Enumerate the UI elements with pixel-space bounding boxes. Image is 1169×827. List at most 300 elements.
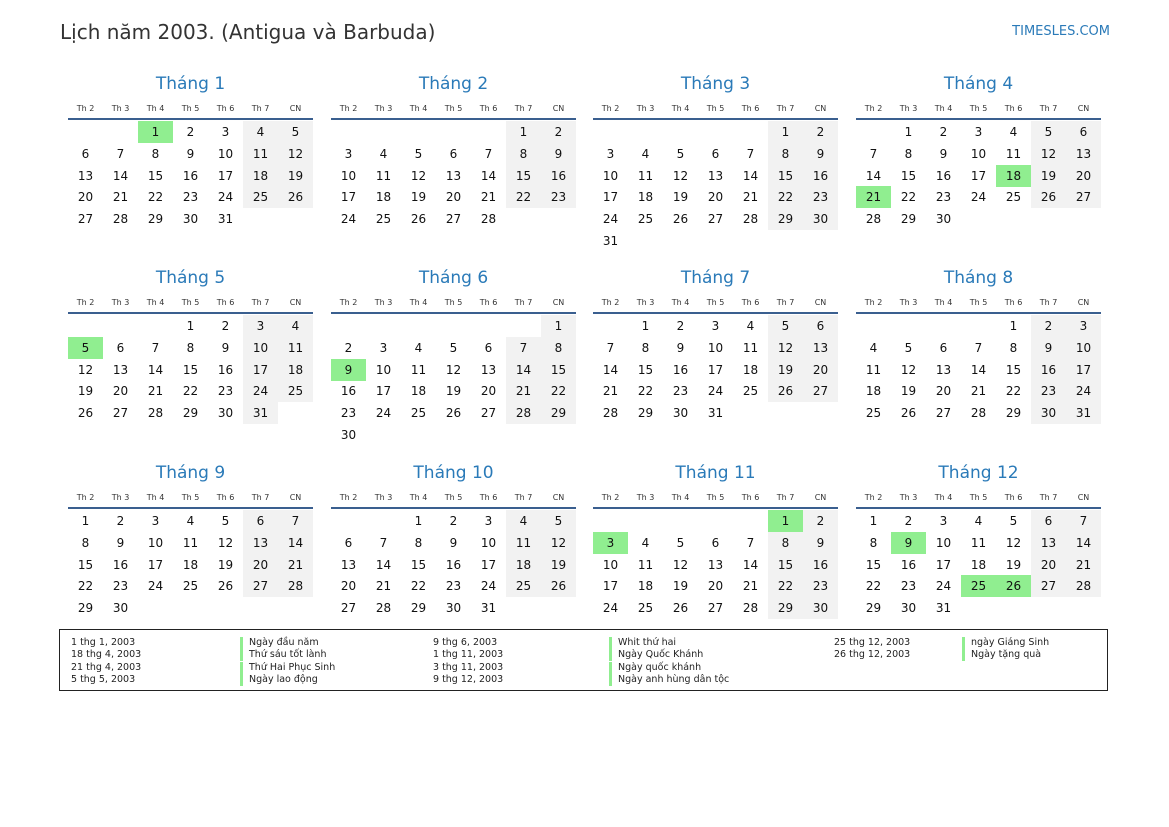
day-cell: 3 bbox=[151, 514, 160, 528]
day-cell: 10 bbox=[935, 535, 952, 550]
day-cell: 13 bbox=[707, 557, 724, 572]
day-cell: 16 bbox=[217, 362, 234, 377]
month-name: Tháng 3 bbox=[680, 74, 751, 94]
day-cell: 18 bbox=[742, 362, 759, 377]
day-cell: 1 bbox=[541, 315, 576, 337]
day-cell: 15 bbox=[77, 557, 94, 572]
weekday-header: Th 5 bbox=[181, 104, 200, 113]
day-cell: 22 bbox=[410, 579, 427, 594]
day-cell: 24 bbox=[1066, 380, 1101, 402]
day-cell: 4 bbox=[1009, 125, 1018, 139]
site-link[interactable]: TIMESLES.COM bbox=[1012, 24, 1110, 39]
day-cell: 7 bbox=[869, 146, 878, 161]
day-cell: 3 bbox=[974, 125, 983, 139]
day-cell: 7 bbox=[278, 510, 313, 532]
weekday-header: Th 5 bbox=[706, 298, 725, 307]
weekday-header: CN bbox=[814, 298, 827, 307]
day-cell: 10 bbox=[602, 168, 619, 183]
weekday-header: Th 3 bbox=[636, 104, 655, 113]
day-cell: 4 bbox=[414, 340, 423, 355]
day-cell: 18 bbox=[278, 359, 313, 381]
day-cell: 1 bbox=[869, 514, 878, 528]
weekday-header: Th 6 bbox=[741, 104, 760, 113]
day-cell: 15 bbox=[182, 362, 199, 377]
day-cell: 9 bbox=[803, 143, 838, 165]
day-cell: 30 bbox=[445, 601, 462, 616]
day-cell: 19 bbox=[410, 190, 427, 205]
day-cell: 8 bbox=[768, 532, 803, 554]
weekday-header: Th 6 bbox=[479, 493, 498, 502]
day-cell: 5 bbox=[676, 535, 685, 550]
day-cell: 1 bbox=[414, 514, 423, 528]
legend-holiday-name: Ngày quốc khánh bbox=[609, 662, 701, 674]
day-cell: 10 bbox=[243, 337, 278, 359]
weekday-header: Th 7 bbox=[514, 298, 533, 307]
day-cell: 29 bbox=[77, 601, 94, 616]
day-cell: 26 bbox=[217, 579, 234, 594]
legend-holiday-name: Ngày Quốc Khánh bbox=[609, 649, 703, 661]
day-cell: 15 bbox=[900, 168, 917, 183]
day-cell: 26 bbox=[672, 212, 689, 227]
weekday-header: CN bbox=[289, 493, 302, 502]
weekday-header: Th 5 bbox=[181, 298, 200, 307]
day-cell: 4 bbox=[506, 510, 541, 532]
day-cell: 8 bbox=[186, 340, 195, 355]
holiday-day-cell: 3 bbox=[593, 532, 628, 554]
day-cell: 16 bbox=[672, 362, 689, 377]
day-cell: 4 bbox=[379, 146, 388, 161]
day-cell: 18 bbox=[375, 190, 392, 205]
day-cell: 27 bbox=[77, 212, 94, 227]
month-divider bbox=[856, 312, 1101, 314]
day-cell: 17 bbox=[147, 557, 164, 572]
weekday-header: Th 6 bbox=[1004, 104, 1023, 113]
weekday-header: Th 6 bbox=[216, 298, 235, 307]
day-cell: 29 bbox=[182, 406, 199, 421]
weekday-header: Th 2 bbox=[864, 104, 883, 113]
day-cell: 31 bbox=[602, 234, 619, 248]
day-cell: 16 bbox=[935, 168, 952, 183]
day-cell: 23 bbox=[112, 579, 129, 594]
day-cell: 3 bbox=[344, 146, 353, 161]
day-cell: 18 bbox=[637, 579, 654, 594]
day-cell: 23 bbox=[445, 579, 462, 594]
day-cell: 18 bbox=[410, 384, 427, 399]
day-cell: 16 bbox=[541, 165, 576, 187]
day-cell: 9 bbox=[939, 146, 948, 161]
day-cell: 9 bbox=[1031, 337, 1066, 359]
day-cell: 28 bbox=[112, 212, 129, 227]
day-cell: 1 bbox=[904, 125, 913, 139]
weekday-header: Th 5 bbox=[706, 493, 725, 502]
day-cell: 5 bbox=[904, 340, 913, 355]
day-cell: 2 bbox=[1031, 315, 1066, 337]
weekday-header: Th 4 bbox=[934, 298, 953, 307]
weekday-header: CN bbox=[552, 104, 565, 113]
day-cell: 25 bbox=[410, 406, 427, 421]
day-cell: 8 bbox=[414, 535, 423, 550]
day-cell: 19 bbox=[77, 384, 94, 399]
weekday-header: Th 7 bbox=[776, 104, 795, 113]
weekday-header: Th 7 bbox=[1039, 298, 1058, 307]
legend-date: 5 thg 5, 2003 bbox=[71, 673, 136, 685]
weekday-header: Th 3 bbox=[636, 298, 655, 307]
day-cell: 10 bbox=[340, 168, 357, 183]
day-cell: 20 bbox=[243, 554, 278, 576]
day-cell: 20 bbox=[803, 359, 838, 381]
day-cell: 10 bbox=[217, 146, 234, 161]
month-divider bbox=[593, 312, 838, 314]
day-cell: 2 bbox=[186, 125, 195, 139]
day-cell: 24 bbox=[340, 212, 357, 227]
day-cell: 10 bbox=[1066, 337, 1101, 359]
day-cell: 16 bbox=[900, 557, 917, 572]
day-cell: 24 bbox=[147, 579, 164, 594]
day-cell: 17 bbox=[480, 557, 497, 572]
day-cell: 22 bbox=[147, 190, 164, 205]
day-cell: 17 bbox=[602, 190, 619, 205]
weekday-header: Th 3 bbox=[374, 104, 393, 113]
day-cell: 26 bbox=[278, 186, 313, 208]
weekday-header: Th 2 bbox=[339, 104, 358, 113]
day-cell: 25 bbox=[278, 380, 313, 402]
day-cell: 29 bbox=[768, 597, 803, 619]
day-cell: 17 bbox=[935, 557, 952, 572]
weekday-header: Th 2 bbox=[76, 298, 95, 307]
day-cell: 23 bbox=[1031, 380, 1066, 402]
day-cell: 27 bbox=[1031, 575, 1066, 597]
month-name: Tháng 7 bbox=[680, 268, 751, 288]
day-cell: 15 bbox=[1005, 362, 1022, 377]
day-cell: 28 bbox=[278, 575, 313, 597]
day-cell: 27 bbox=[803, 380, 838, 402]
month-divider bbox=[856, 118, 1101, 120]
legend-date: 3 thg 11, 2003 bbox=[433, 661, 504, 673]
day-cell: 22 bbox=[182, 384, 199, 399]
day-cell: 4 bbox=[278, 315, 313, 337]
day-cell: 21 bbox=[278, 554, 313, 576]
day-cell: 31 bbox=[243, 402, 278, 424]
day-cell: 1 bbox=[506, 121, 541, 143]
day-cell: 9 bbox=[116, 535, 125, 550]
holiday-day-cell: 18 bbox=[996, 165, 1031, 187]
day-cell: 7 bbox=[746, 535, 755, 550]
day-cell: 3 bbox=[711, 319, 720, 333]
day-cell: 28 bbox=[970, 406, 987, 421]
day-cell: 15 bbox=[541, 359, 576, 381]
weekday-header: Th 3 bbox=[374, 493, 393, 502]
day-cell: 27 bbox=[340, 601, 357, 616]
weekday-header: Th 7 bbox=[251, 493, 270, 502]
day-cell: 30 bbox=[340, 428, 357, 442]
weekday-header: Th 2 bbox=[601, 298, 620, 307]
legend-holiday-name: Ngày lao động bbox=[240, 674, 318, 686]
weekday-header: Th 5 bbox=[444, 298, 463, 307]
weekday-header: Th 2 bbox=[76, 104, 95, 113]
day-cell: 25 bbox=[637, 601, 654, 616]
day-cell: 6 bbox=[243, 510, 278, 532]
day-cell: 6 bbox=[449, 146, 458, 161]
month-divider bbox=[593, 507, 838, 509]
day-cell: 4 bbox=[746, 319, 755, 333]
weekday-header: Th 7 bbox=[1039, 493, 1058, 502]
day-cell: 14 bbox=[147, 362, 164, 377]
day-cell: 6 bbox=[1066, 121, 1101, 143]
day-cell: 24 bbox=[935, 579, 952, 594]
weekday-header: Th 6 bbox=[741, 493, 760, 502]
day-cell: 2 bbox=[803, 121, 838, 143]
day-cell: 2 bbox=[116, 514, 125, 528]
day-cell: 3 bbox=[221, 125, 230, 139]
day-cell: 19 bbox=[541, 554, 576, 576]
day-cell: 21 bbox=[506, 380, 541, 402]
day-cell: 31 bbox=[935, 601, 952, 616]
day-cell: 27 bbox=[1066, 186, 1101, 208]
day-cell: 12 bbox=[672, 168, 689, 183]
day-cell: 21 bbox=[742, 579, 759, 594]
day-cell: 15 bbox=[506, 165, 541, 187]
day-cell: 30 bbox=[672, 406, 689, 421]
day-cell: 6 bbox=[81, 146, 90, 161]
day-cell: 13 bbox=[445, 168, 462, 183]
day-cell: 24 bbox=[217, 190, 234, 205]
weekday-header: Th 4 bbox=[671, 493, 690, 502]
day-cell: 4 bbox=[974, 514, 983, 528]
weekday-header: CN bbox=[552, 493, 565, 502]
weekday-header: Th 6 bbox=[1004, 493, 1023, 502]
day-cell: 25 bbox=[375, 212, 392, 227]
day-cell: 28 bbox=[602, 406, 619, 421]
day-cell: 13 bbox=[1031, 532, 1066, 554]
day-cell: 28 bbox=[147, 406, 164, 421]
day-cell: 17 bbox=[602, 579, 619, 594]
day-cell: 17 bbox=[707, 362, 724, 377]
day-cell: 13 bbox=[1066, 143, 1101, 165]
day-cell: 1 bbox=[186, 319, 195, 333]
day-cell: 30 bbox=[217, 406, 234, 421]
day-cell: 23 bbox=[182, 190, 199, 205]
day-cell: 18 bbox=[506, 554, 541, 576]
weekday-header: Th 4 bbox=[146, 298, 165, 307]
month-name: Tháng 1 bbox=[155, 74, 226, 94]
day-cell: 1 bbox=[81, 514, 90, 528]
legend-date: 26 thg 12, 2003 bbox=[834, 649, 911, 661]
day-cell: 24 bbox=[707, 384, 724, 399]
day-cell: 30 bbox=[803, 208, 838, 230]
day-cell: 23 bbox=[935, 190, 952, 205]
month-name: Tháng 4 bbox=[943, 74, 1014, 94]
day-cell: 4 bbox=[641, 146, 650, 161]
day-cell: 14 bbox=[480, 168, 497, 183]
day-cell: 27 bbox=[935, 406, 952, 421]
day-cell: 5 bbox=[449, 340, 458, 355]
weekday-header: Th 2 bbox=[864, 298, 883, 307]
weekday-header: Th 7 bbox=[251, 104, 270, 113]
weekday-header: Th 3 bbox=[111, 493, 130, 502]
day-cell: 7 bbox=[974, 340, 983, 355]
day-cell: 23 bbox=[900, 579, 917, 594]
day-cell: 21 bbox=[970, 384, 987, 399]
day-cell: 27 bbox=[112, 406, 129, 421]
weekday-header: Th 6 bbox=[479, 298, 498, 307]
day-cell: 24 bbox=[602, 212, 619, 227]
day-cell: 6 bbox=[803, 315, 838, 337]
day-cell: 22 bbox=[506, 186, 541, 208]
day-cell: 13 bbox=[77, 168, 94, 183]
day-cell: 6 bbox=[711, 535, 720, 550]
day-cell: 2 bbox=[541, 121, 576, 143]
day-cell: 15 bbox=[865, 557, 882, 572]
day-cell: 10 bbox=[147, 535, 164, 550]
day-cell: 27 bbox=[480, 406, 497, 421]
day-cell: 19 bbox=[217, 557, 234, 572]
day-cell: 12 bbox=[541, 532, 576, 554]
day-cell: 15 bbox=[410, 557, 427, 572]
holiday-day-cell: 9 bbox=[331, 359, 366, 381]
day-cell: 2 bbox=[344, 340, 353, 355]
day-cell: 30 bbox=[182, 212, 199, 227]
day-cell: 8 bbox=[768, 143, 803, 165]
day-cell: 27 bbox=[707, 212, 724, 227]
day-cell: 14 bbox=[865, 168, 882, 183]
day-cell: 26 bbox=[768, 380, 803, 402]
day-cell: 23 bbox=[217, 384, 234, 399]
legend-holiday-name: Ngày đầu năm bbox=[240, 637, 319, 649]
day-cell: 25 bbox=[1005, 190, 1022, 205]
day-cell: 21 bbox=[480, 190, 497, 205]
day-cell: 11 bbox=[278, 337, 313, 359]
day-cell: 3 bbox=[1066, 315, 1101, 337]
day-cell: 10 bbox=[375, 362, 392, 377]
day-cell: 30 bbox=[803, 597, 838, 619]
day-cell: 18 bbox=[637, 190, 654, 205]
day-cell: 30 bbox=[900, 601, 917, 616]
day-cell: 10 bbox=[602, 557, 619, 572]
day-cell: 7 bbox=[151, 340, 160, 355]
day-cell: 20 bbox=[1031, 554, 1066, 576]
day-cell: 23 bbox=[803, 575, 838, 597]
legend-date: 1 thg 1, 2003 bbox=[71, 637, 136, 648]
day-cell: 12 bbox=[1031, 143, 1066, 165]
weekday-header: Th 2 bbox=[601, 493, 620, 502]
day-cell: 15 bbox=[637, 362, 654, 377]
day-cell: 10 bbox=[970, 146, 987, 161]
day-cell: 24 bbox=[243, 380, 278, 402]
legend-date: 1 thg 11, 2003 bbox=[433, 649, 504, 661]
day-cell: 31 bbox=[217, 212, 234, 227]
day-cell: 20 bbox=[707, 190, 724, 205]
day-cell: 11 bbox=[506, 532, 541, 554]
day-cell: 8 bbox=[506, 143, 541, 165]
day-cell: 17 bbox=[1066, 359, 1101, 381]
day-cell: 23 bbox=[541, 186, 576, 208]
day-cell: 22 bbox=[768, 575, 803, 597]
day-cell: 7 bbox=[484, 146, 493, 161]
day-cell: 9 bbox=[186, 146, 195, 161]
day-cell: 21 bbox=[375, 579, 392, 594]
day-cell: 24 bbox=[480, 579, 497, 594]
day-cell: 14 bbox=[742, 557, 759, 572]
day-cell: 19 bbox=[445, 384, 462, 399]
day-cell: 30 bbox=[112, 601, 129, 616]
day-cell: 8 bbox=[541, 337, 576, 359]
day-cell: 28 bbox=[742, 601, 759, 616]
weekday-header: Th 4 bbox=[409, 298, 428, 307]
day-cell: 3 bbox=[606, 146, 615, 161]
day-cell: 9 bbox=[221, 340, 230, 355]
day-cell: 11 bbox=[970, 535, 987, 550]
day-cell: 13 bbox=[935, 362, 952, 377]
legend-date: 18 thg 4, 2003 bbox=[71, 649, 142, 661]
day-cell: 11 bbox=[1005, 146, 1022, 161]
day-cell: 12 bbox=[900, 362, 917, 377]
day-cell: 26 bbox=[445, 406, 462, 421]
day-cell: 1 bbox=[641, 319, 650, 333]
day-cell: 26 bbox=[541, 575, 576, 597]
day-cell: 14 bbox=[742, 168, 759, 183]
weekday-header: Th 4 bbox=[146, 493, 165, 502]
day-cell: 2 bbox=[904, 514, 913, 528]
legend-date: 9 thg 6, 2003 bbox=[433, 637, 498, 648]
day-cell: 22 bbox=[768, 186, 803, 208]
day-cell: 12 bbox=[410, 168, 427, 183]
day-cell: 13 bbox=[803, 337, 838, 359]
weekday-header: Th 3 bbox=[374, 298, 393, 307]
day-cell: 22 bbox=[900, 190, 917, 205]
day-cell: 5 bbox=[676, 146, 685, 161]
day-cell: 28 bbox=[480, 212, 497, 227]
month-name: Tháng 8 bbox=[943, 268, 1014, 288]
day-cell: 6 bbox=[116, 340, 125, 355]
day-cell: 25 bbox=[865, 406, 882, 421]
day-cell: 14 bbox=[602, 362, 619, 377]
legend-date: 25 thg 12, 2003 bbox=[834, 637, 911, 648]
weekday-header: Th 5 bbox=[969, 493, 988, 502]
day-cell: 6 bbox=[484, 340, 493, 355]
day-cell: 19 bbox=[672, 579, 689, 594]
day-cell: 16 bbox=[340, 384, 357, 399]
day-cell: 11 bbox=[742, 340, 759, 355]
day-cell: 26 bbox=[77, 406, 94, 421]
day-cell: 28 bbox=[1066, 575, 1101, 597]
legend-date: 21 thg 4, 2003 bbox=[71, 661, 142, 673]
day-cell: 15 bbox=[768, 165, 803, 187]
legend-holiday-name: Thứ Hai Phục Sinh bbox=[240, 662, 335, 674]
weekday-header: Th 2 bbox=[601, 104, 620, 113]
day-cell: 29 bbox=[768, 208, 803, 230]
day-cell: 20 bbox=[445, 190, 462, 205]
weekday-header: Th 4 bbox=[671, 104, 690, 113]
holiday-day-cell: 21 bbox=[856, 186, 891, 208]
page-title: Lịch năm 2003. (Antigua và Barbuda) bbox=[60, 20, 436, 44]
weekday-header: Th 7 bbox=[776, 493, 795, 502]
day-cell: 6 bbox=[344, 535, 353, 550]
day-cell: 30 bbox=[935, 212, 952, 227]
day-cell: 7 bbox=[379, 535, 388, 550]
weekday-header: Th 5 bbox=[444, 493, 463, 502]
day-cell: 6 bbox=[711, 146, 720, 161]
day-cell: 19 bbox=[1005, 557, 1022, 572]
weekday-header: CN bbox=[552, 298, 565, 307]
weekday-header: Th 6 bbox=[216, 104, 235, 113]
day-cell: 14 bbox=[970, 362, 987, 377]
weekday-header: Th 4 bbox=[146, 104, 165, 113]
weekday-header: Th 6 bbox=[1004, 298, 1023, 307]
weekday-header: Th 6 bbox=[479, 104, 498, 113]
day-cell: 3 bbox=[379, 340, 388, 355]
day-cell: 3 bbox=[484, 514, 493, 528]
weekday-header: Th 7 bbox=[514, 104, 533, 113]
